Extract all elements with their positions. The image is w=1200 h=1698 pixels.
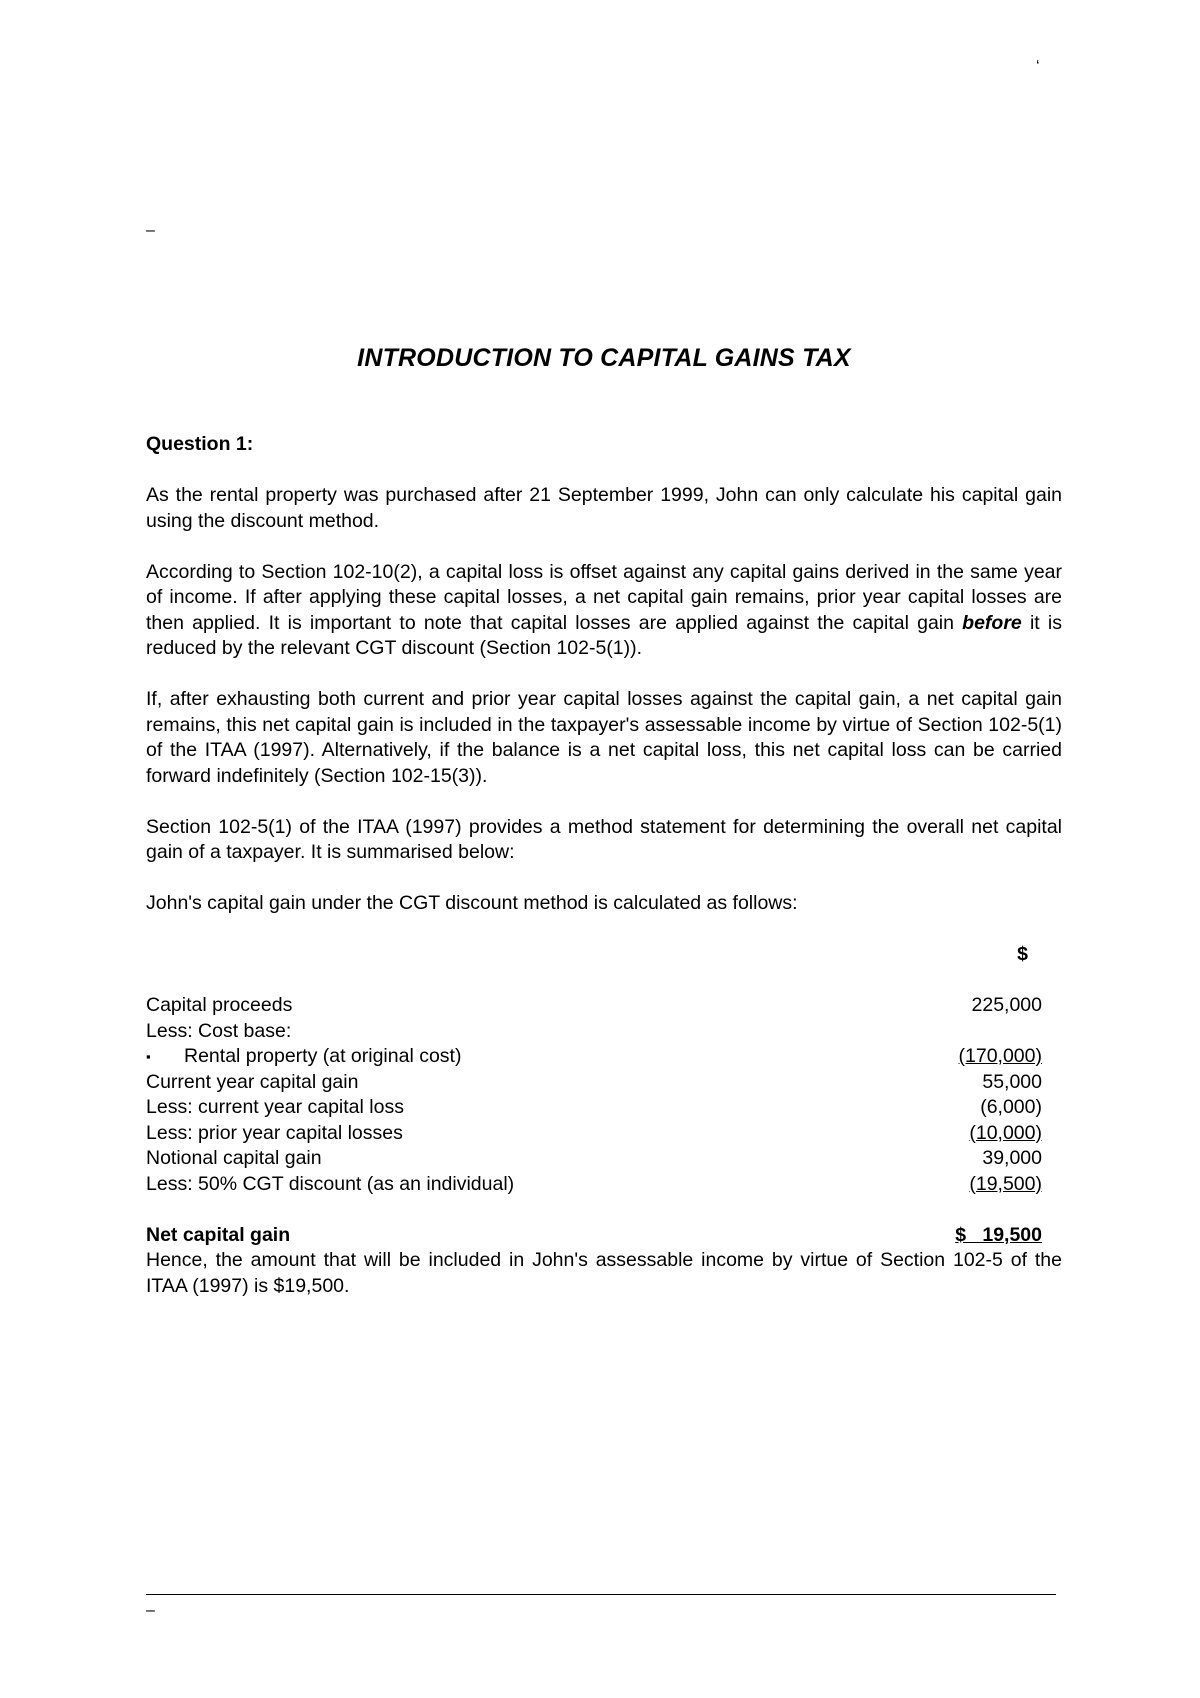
currency-header-row [146,942,1062,993]
paragraph-1: As the rental property was purchased after 21 September 1999, John can only calculate his capital gain using the discount method. [146,484,1062,532]
currency-header: $ [1017,943,1028,965]
table-row [146,993,1062,1019]
question-heading: Question 1: [146,433,254,455]
row-amount: 225,000 [971,994,1042,1016]
header-dash: – [146,222,155,239]
bullet-icon: ▪ [146,1049,151,1064]
row-label: Rental property (at original cost) [184,1045,462,1067]
paragraph-5: John's capital gain under the CGT discount method is calculated as follows: [146,892,798,914]
table-row [146,1070,1062,1096]
table-row [146,1044,1062,1070]
row-amount: (170,000) [958,1045,1042,1067]
row-label: Capital proceeds [146,994,293,1016]
footer-divider [146,1594,1056,1595]
paragraph-3: If, after exhausting both current and prior year capital losses against the capital gain, a net capital gain remains, this net capital gain is included in the taxpayer's assessable income by virtue of Section 102-5(1) of the ITAA (1997). Alternatively, if the balance is a net capital loss, this net capital loss can be carried forward indefinitely (Section 102-15(3)). [146,688,1062,787]
row-label: Less: current year capital loss [146,1096,404,1118]
row-amount: (6,000) [980,1096,1042,1118]
paragraph-2-start: According to Section 102-10(2), a capital loss is offset against any capital gains derived in the same year of income. If after applying these capital losses, a net capital gain remains, prior year capital losses are then applied. It is important to note that capital losses are applied against the capital gain [146,560,1062,634]
spacer-row [146,1197,1062,1223]
paragraph-2-end: it is reduced by the relevant CGT discount (Section 102-5(1)). [146,611,1062,659]
cgt-calculation-table [146,942,1062,1248]
paragraph-4: Section 102-5(1) of the ITAA (1997) provides a method statement for determining the overall net capital gain of a taxpayer. It is summarised below: [146,815,1062,863]
row-amount: (10,000) [969,1121,1042,1144]
top-mark: ‘ [1036,58,1040,75]
row-label: Less: 50% CGT discount (as an individual) [146,1172,515,1195]
row-label: Current year capital gain [146,1070,359,1093]
row-amount: 39,000 [982,1147,1042,1169]
table-row [146,1146,1062,1172]
table-row [146,1172,1062,1198]
page-title: INTRODUCTION TO CAPITAL GAINS TAX [357,344,851,372]
row-amount: (19,500) [969,1172,1042,1195]
row-label: Less: prior year capital losses [146,1121,403,1144]
document-body [146,432,1062,1325]
emphasis-before: before [962,611,1022,634]
row-amount [828,1019,1062,1045]
total-amount: $ 19,500 [955,1223,1042,1246]
table-row [146,1019,1062,1045]
paragraph-6: Hence, the amount that will be included in John's assessable income by virtue of Section 102-5 of the ITAA (1997) is $19,500. [146,1249,1062,1297]
row-amount: 55,000 [982,1070,1042,1093]
row-label: Notional capital gain [146,1147,322,1169]
footer-dash: – [146,1602,155,1619]
total-label: Net capital gain [146,1223,291,1246]
total-row [146,1223,1062,1249]
paragraph-2 [146,560,1062,662]
table-row [146,1095,1062,1121]
table-row [146,1121,1062,1147]
row-label: Less: Cost base: [146,1019,292,1042]
